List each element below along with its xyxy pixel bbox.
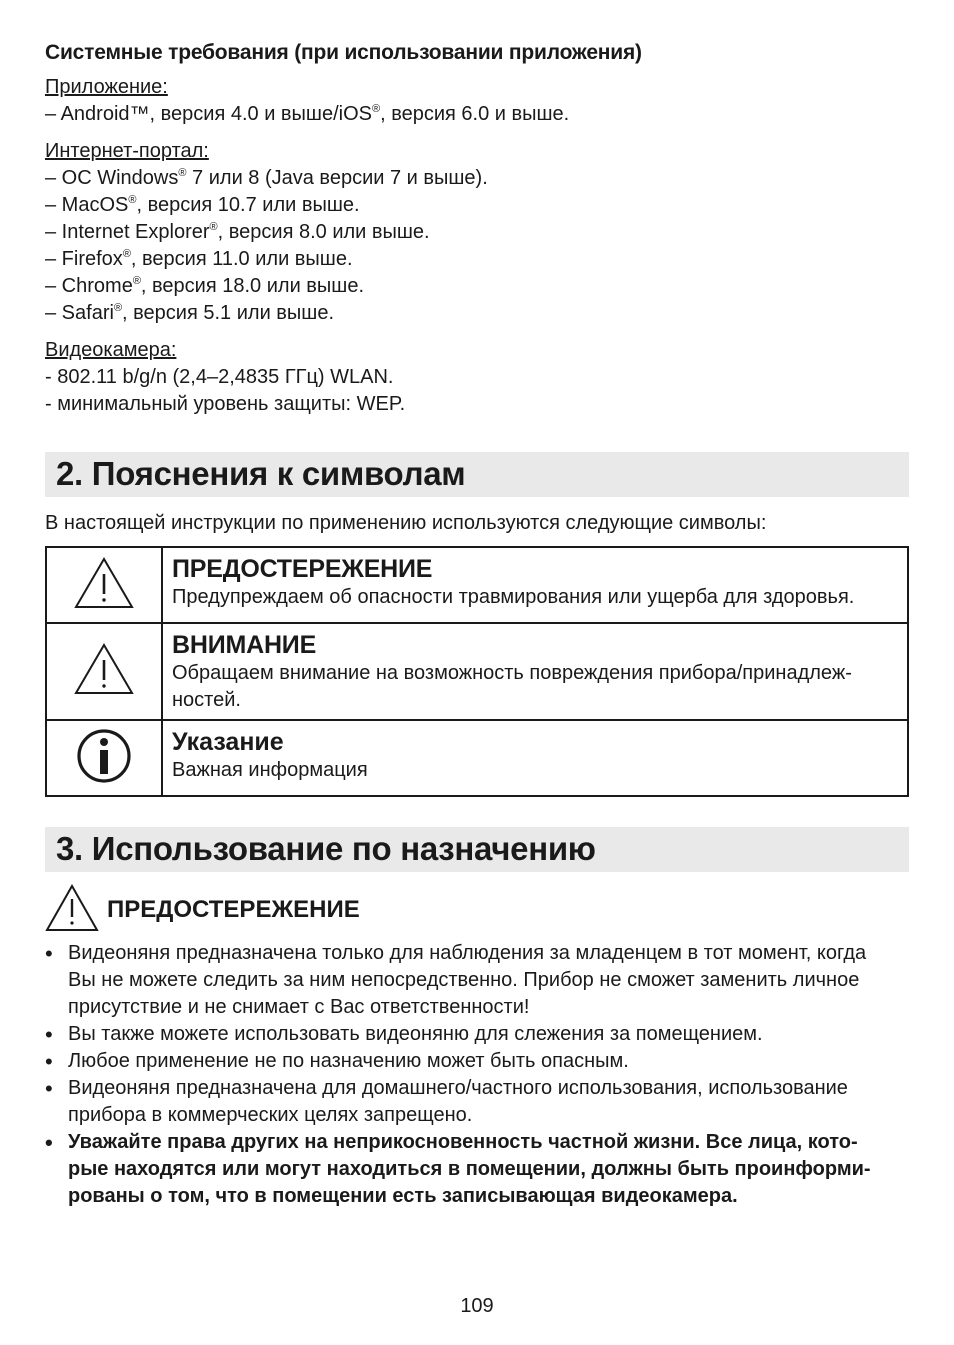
camera-heading: Видеокамера: xyxy=(45,339,177,361)
list-item: • Видеоняня предназначена только для наблюдения за младенцем в тот момент, когда Вы не можете следить за ним непосредственно. Прибор не сможет заменить личное присутствие и не снимает с Вас ответственности! xyxy=(45,940,909,1021)
symbol-icon-cell xyxy=(46,547,162,623)
app-heading: Приложение: xyxy=(45,76,168,98)
camera-requirements xyxy=(45,337,909,418)
requirement-line: – Android™, версия 4.0 и выше/iOS®, версия 6.0 и выше. xyxy=(45,103,570,125)
symbol-text-cell xyxy=(162,623,908,720)
symbol-description: Важная информация xyxy=(172,759,368,781)
symbols-table xyxy=(45,546,909,797)
requirement-line: – MacOS®, версия 10.7 или выше. xyxy=(45,194,360,216)
symbol-row-warning xyxy=(46,547,908,623)
section-2-header xyxy=(45,452,909,497)
requirement-line: – ОС Windows® 7 или 8 (Java версии 7 и выше). xyxy=(45,167,488,189)
symbol-row-info xyxy=(46,720,908,796)
section-3-header xyxy=(45,827,909,872)
usage-bullet-list xyxy=(45,940,909,1210)
symbol-row-caution xyxy=(46,623,908,720)
list-item-privacy: • Уважайте права других на неприкосновенность частной жизни. Все лица, кото- рые находятся или могут находиться в помещении, должны быть проинформи- рованы о том, что в помещении есть записывающая видеокамера. xyxy=(45,1129,909,1210)
section-2-title: 2. Пояснения к символам xyxy=(56,455,466,492)
symbol-icon-cell xyxy=(46,623,162,720)
requirement-line: – Firefox®, версия 11.0 или выше. xyxy=(45,248,353,270)
warning-triangle-icon xyxy=(73,556,135,610)
caution-triangle-icon xyxy=(73,642,135,696)
symbol-description: Обращаем внимание на возможность повреждения прибора/принадлеж- ностей. xyxy=(172,662,852,711)
requirement-line: – Chrome®, версия 18.0 или выше. xyxy=(45,275,365,297)
list-item: • Видеоняня предназначена для домашнего/частного использования, использование прибора в коммерческих целях запрещено. xyxy=(45,1075,909,1129)
warning-triangle-icon xyxy=(45,884,99,932)
list-item: • Любое применение не по назначению может быть опасным. xyxy=(45,1048,909,1075)
portal-requirements xyxy=(45,138,909,327)
symbol-description: Предупреждаем об опасности травмирования или ущерба для здоровья. xyxy=(172,586,855,608)
list-item: • Вы также можете использовать видеоняню для слежения за помещением. xyxy=(45,1021,909,1048)
symbol-text-cell xyxy=(162,547,908,623)
symbol-icon-cell xyxy=(46,720,162,796)
symbol-title: ВНИМАНИЕ xyxy=(172,631,317,659)
app-requirements xyxy=(45,74,909,128)
requirement-line: - минимальный уровень защиты: WEP. xyxy=(45,393,406,415)
section-3-title: 3. Использование по назначению xyxy=(56,830,596,867)
requirement-line: – Safari®, версия 5.1 или выше. xyxy=(45,302,335,324)
symbol-title: Указание xyxy=(172,728,284,756)
symbol-text-cell xyxy=(162,720,908,796)
portal-heading: Интернет-портал: xyxy=(45,140,209,162)
page-number: 109 xyxy=(460,1295,494,1317)
warning-label: ПРЕДОСТЕРЕЖЕНИЕ xyxy=(107,896,360,923)
symbols-intro: В настоящей инструкции по применению используются следующие символы: xyxy=(45,512,767,534)
info-icon xyxy=(76,728,132,784)
system-requirements-title: Системные требования (при использовании приложения) xyxy=(45,41,642,64)
requirement-line: – Internet Explorer®, версия 8.0 или выше. xyxy=(45,221,430,243)
requirement-line: - 802.11 b/g/n (2,4–2,4835 ГГц) WLAN. xyxy=(45,366,394,388)
symbol-title: ПРЕДОСТЕРЕЖЕНИЕ xyxy=(172,555,433,583)
